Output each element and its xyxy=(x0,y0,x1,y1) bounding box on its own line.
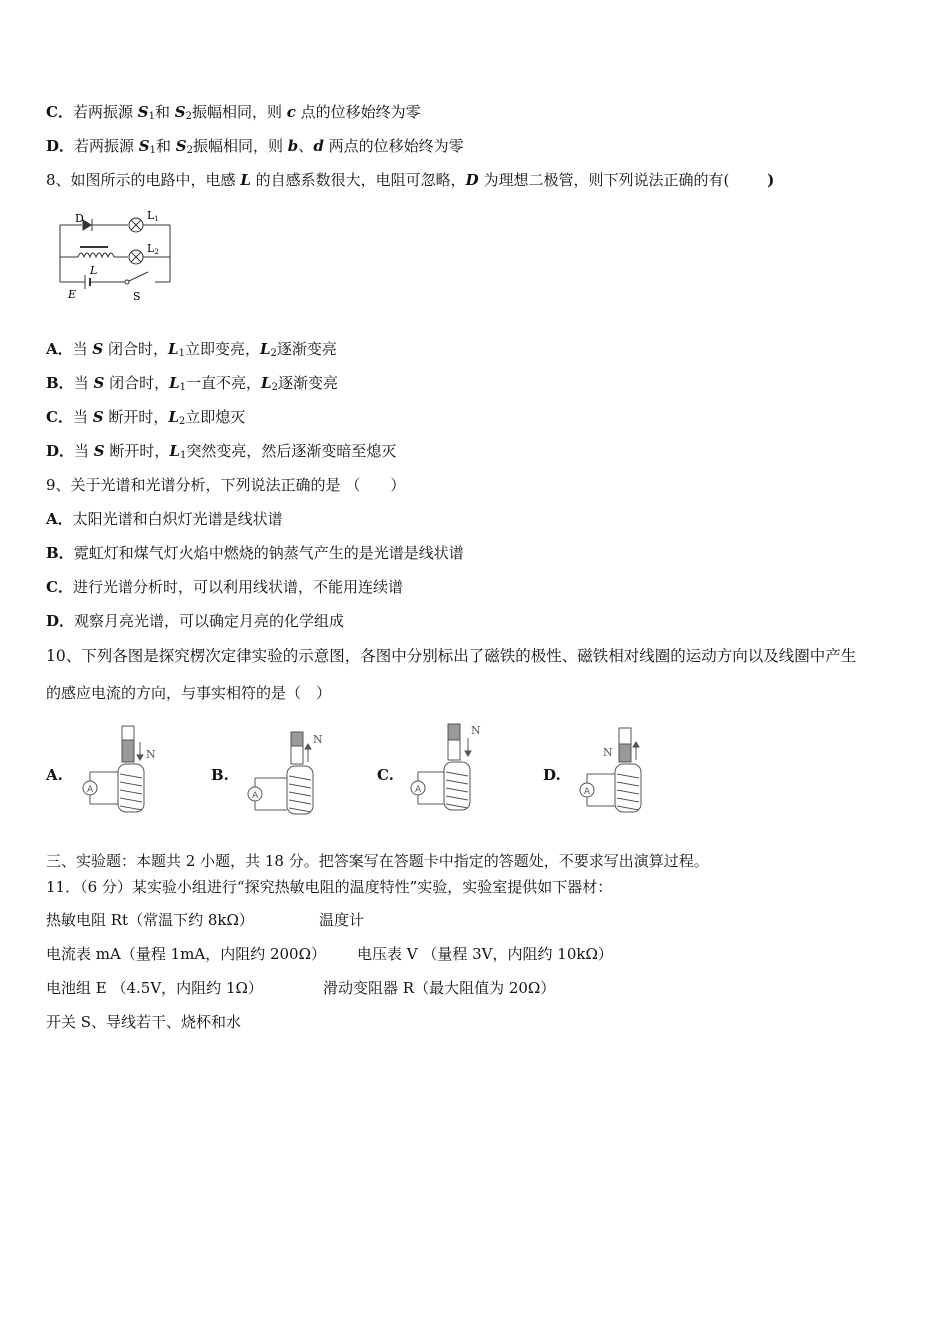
svg-text:A: A xyxy=(584,787,591,797)
q10-fig-c-label: C. xyxy=(377,766,394,784)
q11-row4: 开关 S、导线若干、烧杯和水 xyxy=(46,1013,242,1031)
switch-label: S xyxy=(133,290,141,303)
q10-fig-b xyxy=(243,726,333,818)
inductor-label: L xyxy=(90,264,98,277)
q7-option-c: C．若两振源 $S_1$和 $S_2$振幅相同，则 c 点的位移始终为零 xyxy=(46,103,421,122)
q9-option-c: C．进行光谱分析时，可以利用线状谱，不能用连续谱 xyxy=(46,578,403,596)
q10-fig-d-label: D. xyxy=(543,766,561,784)
svg-text:N: N xyxy=(313,733,323,746)
q8-option-c: C．当 S 断开时，$L_2$立即熄灭 xyxy=(46,408,246,427)
q10-fig-a-label: A. xyxy=(46,766,63,784)
section-heading: 三、实验题：本题共 2 小题，共 18 分。把答案写在答题卡中指定的答题处，不要求写出演算过程。 xyxy=(46,852,709,870)
q10-fig-d xyxy=(575,722,665,814)
q9-option-b: B．霓虹灯和煤气灯火焰中燃烧的钠蒸气产生的是光谱是线状谱 xyxy=(46,544,464,562)
q9-stem: 9、关于光谱和光谱分析，下列说法正确的是 （ ） xyxy=(46,476,406,494)
svg-text:A: A xyxy=(252,791,259,801)
q10-stem-line1: 10、下列各图是探究楞次定律实验的示意图，各图中分别标出了磁铁的极性、磁铁相对线圈的运动方向以及线圈中产生 xyxy=(46,647,857,665)
q8-option-a: A．当 S 闭合时，$L_1$立即变亮，$L_2$逐渐变亮 xyxy=(46,340,337,359)
q10-stem-line2: 的感应电流的方向，与事实相符的是（ ） xyxy=(46,684,332,702)
q8-option-b: B．当 S 闭合时，$L_1$一直不亮，$L_2$逐渐变亮 xyxy=(46,374,338,393)
svg-text:N: N xyxy=(603,746,613,759)
q8-stem: 8、如图所示的电路中，电感 L 的自感系数很大，电阻可忽略，D 为理想二极管，则下列说法正确的有( ) xyxy=(46,171,775,189)
q7-option-d: D．若两振源 $S_1$和 $S_2$振幅相同，则 b、d 两点的位移始终为零 xyxy=(46,137,464,156)
q8-option-d: D．当 S 断开时，$L_1$突然变亮，然后逐渐变暗至熄灭 xyxy=(46,442,397,461)
q9-option-d: D．观察月亮光谱，可以确定月亮的化学组成 xyxy=(46,612,345,630)
diode-label: D xyxy=(75,212,84,225)
q10-fig-a xyxy=(78,722,168,814)
lamp1-label: L1 xyxy=(147,209,159,223)
q10-fig-c xyxy=(406,720,496,815)
battery-label: E xyxy=(68,288,77,301)
q11-row1: 热敏电阻 Rt（常温下约 8kΩ） 温度计 xyxy=(46,911,365,929)
lamp2-label: L2 xyxy=(147,242,159,256)
circuit-diagram xyxy=(50,205,180,305)
svg-text:A: A xyxy=(415,785,422,795)
q11-row3: 电池组 E （4.5V，内阻约 1Ω） 滑动变阻器 R（最大阻值为 20Ω） xyxy=(46,979,556,997)
q11-row2: 电流表 mA（量程 1mA，内阻约 200Ω） 电压表 V （量程 3V，内阻约 10kΩ） xyxy=(46,945,613,963)
svg-text:N: N xyxy=(146,748,156,761)
q11-stem: 11．（6 分）某实验小组进行“探究热敏电阻的温度特性”实验，实验室提供如下器材： xyxy=(46,878,613,896)
svg-text:N: N xyxy=(471,724,481,737)
q9-option-a: A．太阳光谱和白炽灯光谱是线状谱 xyxy=(46,510,283,528)
q10-fig-b-label: B. xyxy=(211,766,229,784)
svg-text:A: A xyxy=(87,785,94,795)
